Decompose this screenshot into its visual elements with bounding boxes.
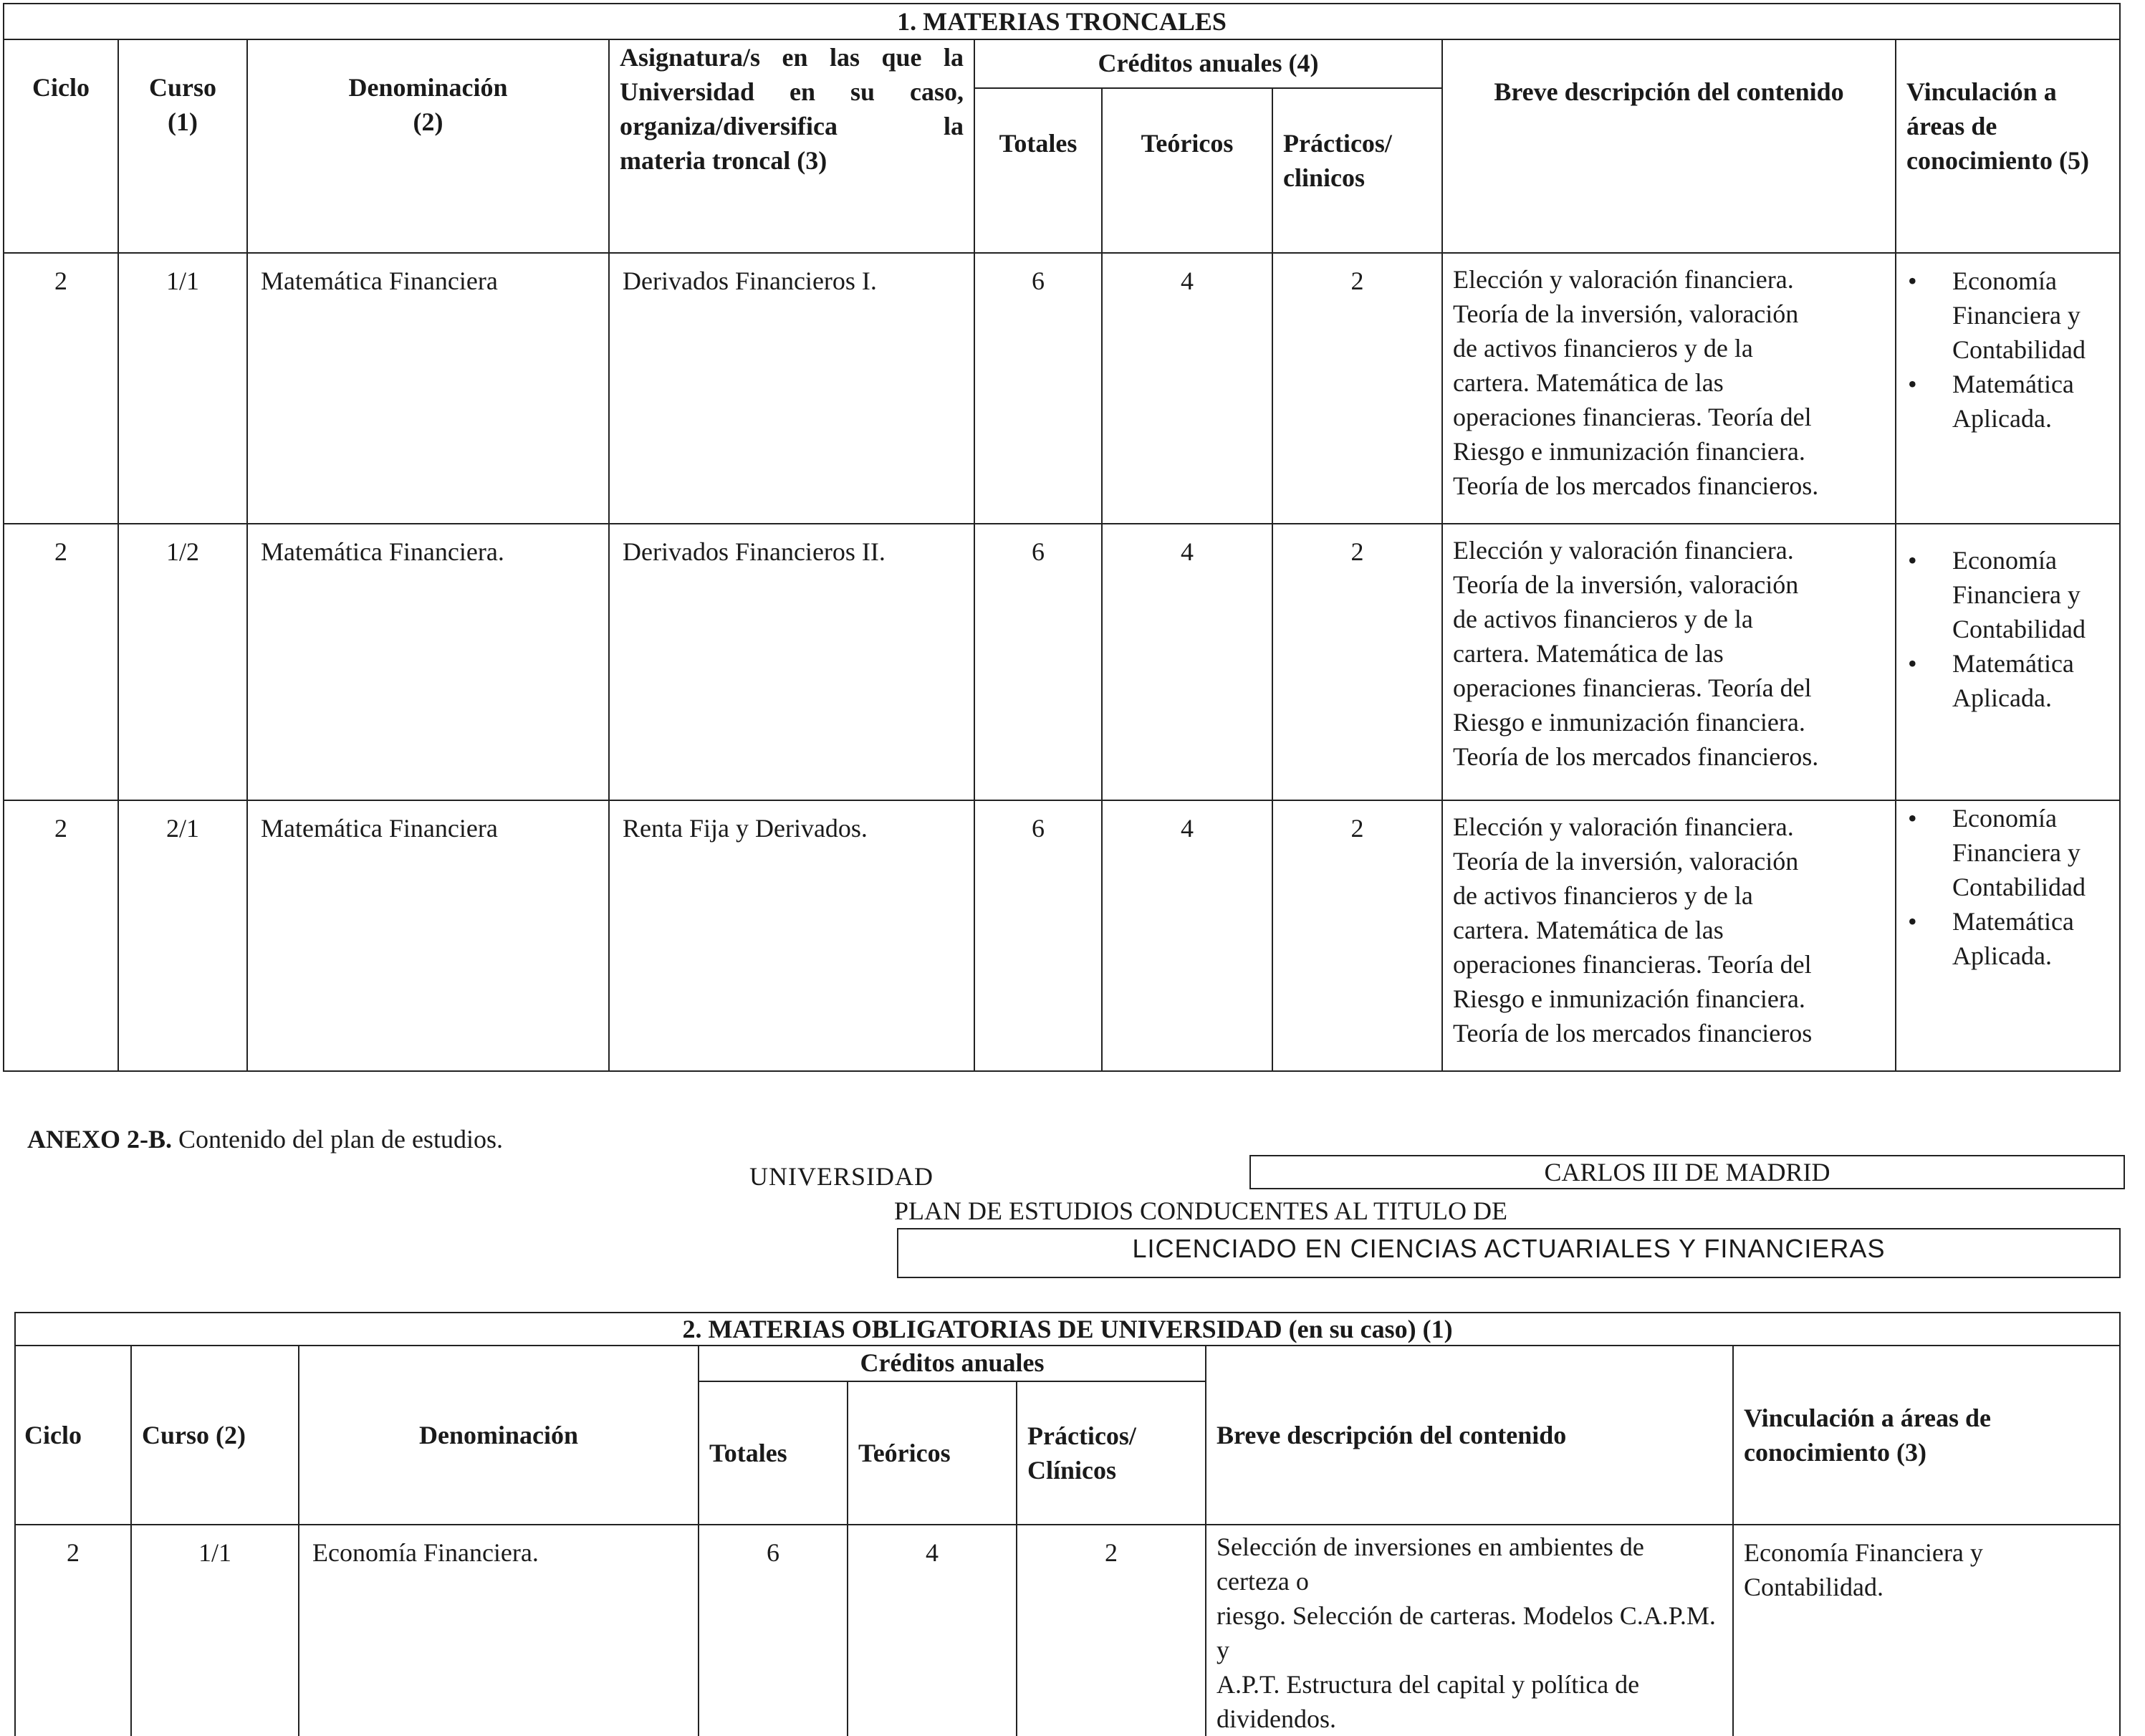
- cell-descripcion: Selección de inversiones en ambientes de certeza o riesgo. Selección de carteras. Modelos C.A.P.M. y A.P.T. Estructura del capital y política de dividendos.: [1206, 1525, 1733, 1736]
- table-row: [15, 1525, 2120, 1736]
- troncales-table: [3, 3, 2121, 1072]
- area-item: • Economía Financiera y Contabilidad: [1952, 264, 2119, 367]
- cell-curso: 1/1: [118, 253, 247, 524]
- cell-teoricos: 4: [1102, 253, 1272, 524]
- titulo-value: LICENCIADO EN CIENCIAS ACTUARIALES Y FINANCIERAS: [897, 1228, 2121, 1278]
- cell-descripcion: Elección y valoración financiera. Teoría de la inversión, valoración de activos financieros y de la cartera. Matemática de las operaciones financieras. Teoría del Riesgo e inmunización financiera. Teoría de los mercados financieros: [1442, 800, 1896, 1071]
- header-asignatura: Asignatura/s en las que la Universidad en su caso, organiza/diversifica la materia troncal (3): [609, 39, 974, 253]
- cell-asignatura: Renta Fija y Derivados.: [609, 800, 974, 1071]
- header-curso: Curso (1): [118, 39, 247, 253]
- cell-descripcion: Elección y valoración financiera. Teoría de la inversión, valoración de activos financieros y de la cartera. Matemática de las operaciones financieras. Teoría del Riesgo e inmunización financiera. Teoría de los mercados financieros.: [1442, 253, 1896, 524]
- cell-descripcion: Elección y valoración financiera. Teoría de la inversión, valoración de activos financieros y de la cartera. Matemática de las operaciones financieras. Teoría del Riesgo e inmunización financiera. Teoría de los mercados financieros.: [1442, 524, 1896, 800]
- cell-totales: 6: [974, 524, 1102, 800]
- cell-asignatura: Derivados Financieros I.: [609, 253, 974, 524]
- cell-ciclo: 2: [4, 253, 118, 524]
- cell-ciclo: 2: [15, 1525, 131, 1736]
- header-totales: Totales: [699, 1381, 848, 1525]
- cell-areas: [1896, 800, 2120, 1071]
- header-creditos: Créditos anuales: [699, 1346, 1206, 1381]
- header-vinculacion: Vinculación a áreas de conocimiento (5): [1896, 39, 2120, 253]
- cell-teoricos: 4: [1102, 800, 1272, 1071]
- cell-ciclo: 2: [4, 524, 118, 800]
- universidad-value: CARLOS III DE MADRID: [1249, 1155, 2125, 1189]
- plan-label: PLAN DE ESTUDIOS CONDUCENTES AL TITULO DE: [894, 1197, 1507, 1225]
- area-item: • Economía Financiera y Contabilidad: [1952, 543, 2119, 646]
- header-creditos: Créditos anuales (4): [974, 39, 1442, 88]
- cell-denominacion: Matemática Financiera: [247, 800, 609, 1071]
- header-denominacion: Denominación: [299, 1346, 699, 1525]
- universidad-label: UNIVERSIDAD: [749, 1162, 934, 1191]
- header-practicos: Prácticos/ clinicos: [1272, 88, 1442, 253]
- cell-practicos: 2: [1272, 524, 1442, 800]
- header-ciclo: Ciclo: [15, 1346, 131, 1525]
- obligatorias-table: [14, 1312, 2121, 1736]
- header-teoricos: Teóricos: [1102, 88, 1272, 253]
- header-descripcion: Breve descripción del contenido: [1206, 1346, 1733, 1525]
- header-curso: Curso (2): [131, 1346, 299, 1525]
- cell-totales: 6: [699, 1525, 848, 1736]
- cell-areas: Economía Financiera y Contabilidad.: [1733, 1525, 2120, 1736]
- cell-teoricos: 4: [1102, 524, 1272, 800]
- cell-areas: [1896, 524, 2120, 800]
- area-item: • Matemática Aplicada.: [1952, 904, 2119, 973]
- header-denominacion: Denominación (2): [247, 39, 609, 253]
- cell-curso: 1/2: [118, 524, 247, 800]
- area-item: • Matemática Aplicada.: [1952, 367, 2119, 436]
- table-row: [4, 253, 2120, 524]
- header-practicos: Prácticos/ Clínicos: [1017, 1381, 1206, 1525]
- cell-denominacion: Matemática Financiera.: [247, 524, 609, 800]
- cell-practicos: 2: [1272, 800, 1442, 1071]
- area-item: • Economía Financiera y Contabilidad: [1952, 801, 2119, 904]
- cell-practicos: 2: [1272, 253, 1442, 524]
- cell-curso: 1/1: [131, 1525, 299, 1736]
- cell-totales: 6: [974, 253, 1102, 524]
- cell-practicos: 2: [1017, 1525, 1206, 1736]
- header-descripcion: Breve descripción del contenido: [1442, 39, 1896, 253]
- table-row: [4, 524, 2120, 800]
- annex-label: ANEXO 2-B. Contenido del plan de estudios.: [27, 1125, 503, 1154]
- table-title: 2. MATERIAS OBLIGATORIAS DE UNIVERSIDAD (en su caso) (1): [15, 1313, 2120, 1346]
- cell-curso: 2/1: [118, 800, 247, 1071]
- cell-asignatura: Derivados Financieros II.: [609, 524, 974, 800]
- header-totales: Totales: [974, 88, 1102, 253]
- cell-denominacion: Matemática Financiera: [247, 253, 609, 524]
- header-vinculacion: Vinculación a áreas de conocimiento (3): [1733, 1346, 2120, 1525]
- header-teoricos: Teóricos: [848, 1381, 1017, 1525]
- cell-denominacion: Economía Financiera.: [299, 1525, 699, 1736]
- area-item: • Matemática Aplicada.: [1952, 646, 2119, 715]
- cell-teoricos: 4: [848, 1525, 1017, 1736]
- cell-totales: 6: [974, 800, 1102, 1071]
- table-row: [4, 800, 2120, 1071]
- table-title: 1. MATERIAS TRONCALES: [4, 4, 2120, 39]
- cell-areas: [1896, 253, 2120, 524]
- cell-ciclo: 2: [4, 800, 118, 1071]
- header-ciclo: Ciclo: [4, 39, 118, 253]
